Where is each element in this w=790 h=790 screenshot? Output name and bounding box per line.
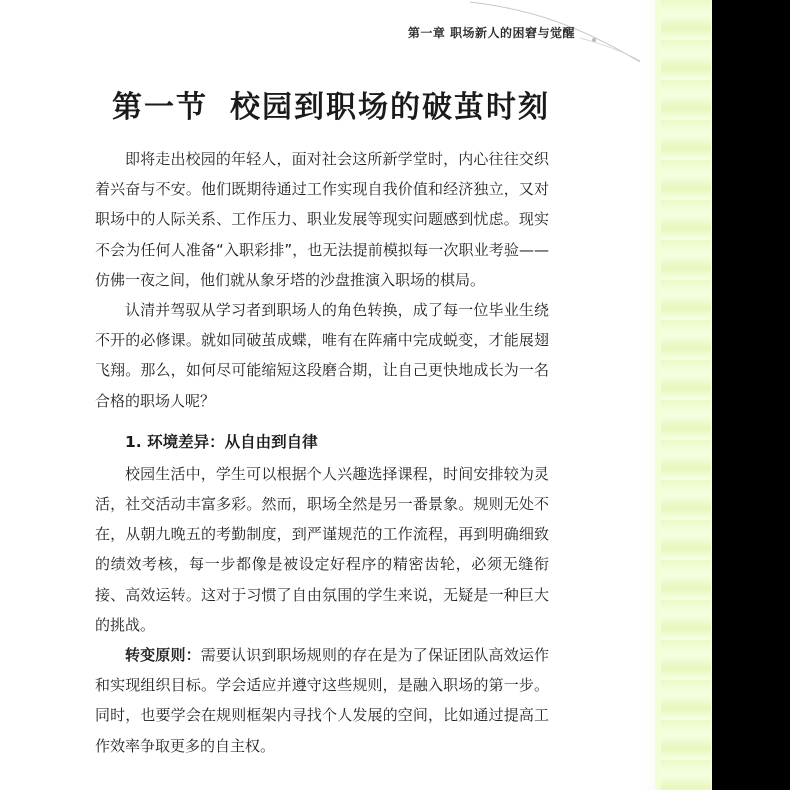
viewer-border (712, 0, 790, 790)
running-head: 第一章 职场新人的困窘与觉醒 (407, 26, 575, 40)
page-edge (640, 0, 656, 790)
section-number: 第一节 (112, 90, 208, 125)
principle-label: 转变原则： (125, 646, 201, 665)
paragraph-2: 认清并驾驭从学习者到职场人的角色转换，成了每一位毕业生绕不开的必修课。就如同破茧成蝶，唯有在阵痛中完成蜕变，才能展翅飞翔。那么，如何尽可能缩短这段磨合期，让自己更快地成长为一名合格的职场人呢？ (95, 301, 549, 410)
principle-text: 需要认识到职场规则的存在是为了保证团队高效运作和实现组织目标。学会适应并遵守这些规则，是融入职场的第一步。同时，也要学会在规则框架内寻找个人发展的空间，比如通过提高工作效率争取更多的自主权。 (95, 646, 549, 755)
subsection-heading: 1. 环境差异：从自由到自律 (125, 432, 318, 451)
section-title (112, 82, 550, 126)
paragraph-3: 校园生活中，学生可以根据个人兴趣选择课程，时间安排较为灵活，社交活动丰富多彩。然而，职场全然是另一番景象。规则无处不在，从朝九晚五的考勤制度，到严谨规范的工作流程，再到明确细致的绩效考核，每一步都像是被设定好程序的精密齿轮，必须无缝衔接、高效运转。这对于习惯了自由氛围的学生来说，无疑是一种巨大的挑战。 (95, 464, 549, 634)
body-text (95, 144, 549, 761)
paragraph-1: 即将走出校园的年轻人，面对社会这所新学堂时，内心往往交织着兴奋与不安。他们既期待通过工作实现自我价值和经济独立，又对职场中的人际关系、工作压力、职业发展等现实问题感到忧虑。现实不会为任何人准备“入职彩排”，也无法提前模拟每一次职业考验——仿佛一夜之间，他们就从象牙塔的沙盘推演入职场的棋局。 (95, 150, 549, 289)
highlight-strip (655, 0, 713, 790)
section-name: 校园到职场的破茧时刻 (230, 90, 550, 125)
paragraph-principle (95, 640, 549, 761)
